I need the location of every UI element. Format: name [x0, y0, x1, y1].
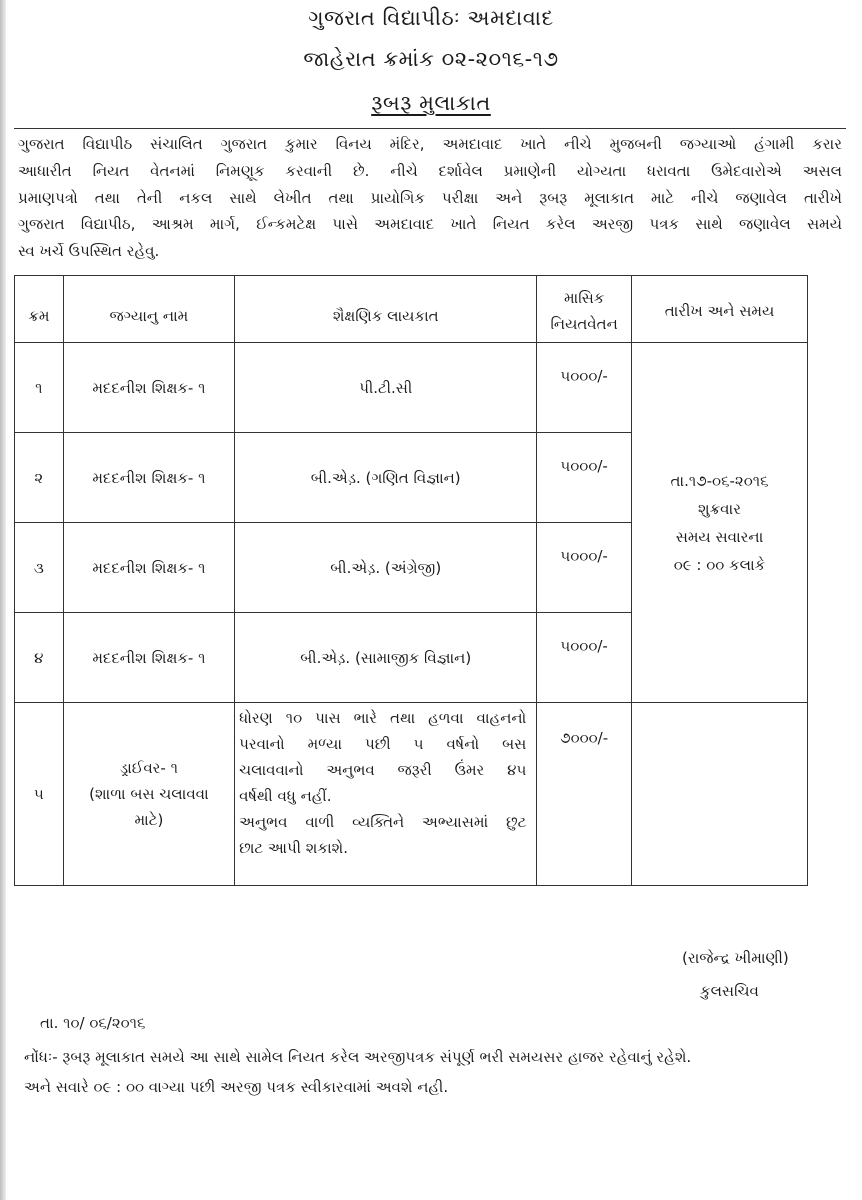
row-qualification: બી.એડ઼. (સામાજીક વિજ્ઞાન) [235, 613, 537, 703]
empty-cell [631, 703, 807, 886]
qualification-line: વર્ષથી વધુ નહીં. [239, 787, 332, 805]
row-salary: ૫૦૦૦/- [537, 433, 632, 523]
row-serial: ૫ [15, 703, 64, 886]
row-salary: ૭૦૦૦/- [537, 703, 632, 886]
signatory-name: (રાજેન્દ્ર ખીમાણી) [682, 949, 789, 967]
row-salary: ૫૦૦૦/- [537, 523, 632, 613]
qualification-line: ધોરણ ૧૦ પાસ ભારે તથા હળવા વાહનનો [239, 709, 527, 727]
qualification-line: અનુભવ વાળી વ્યક્તિને અભ્યાસમાં છુટ [239, 813, 527, 831]
note [24, 1042, 691, 1102]
row-serial: ૪ [15, 613, 64, 703]
row-salary: ૫૦૦૦/- [537, 613, 632, 703]
header-datetime: તારીખ અને સમય [631, 276, 807, 343]
signatory-designation: કુલસચિવ [700, 982, 759, 1000]
row-serial: ૩ [15, 523, 64, 613]
header-post-name: જગ્યાનુ નામ [63, 276, 235, 343]
interview-heading: રૂબરૂ મુલાકાત [371, 91, 491, 115]
schedule-time: ૦૯ : ૦૦ કલાકે [673, 555, 766, 574]
intro-line: આધારીત નિયત વેતનમાં નિમણૂક કરવાની છે. નીચે દર્શાવેલ પ્રમાણેની યોગ્યતા ધરાવતા ઉમેદવારોએ અસલ [18, 161, 842, 180]
row-qualification: બી.એડ઼. (અંગ્રેજી) [235, 523, 537, 613]
advertisement-number: જાહેરાત ક્રમાંક ૦૨-૨૦૧૬-૧૭ [303, 47, 559, 71]
row-post-name: ડ્રાઈવર- ૧ (શાળા બસ ચલાવવા માટે) [63, 703, 235, 886]
interview-schedule [631, 343, 807, 703]
intro-line: પ્રમાણપત્રો તથા તેની નકલ સાથે લેખીત તથા પ્રાયોગિક પરીક્ષા અને રૂબરૂ મૂલાકાત માટે નીચે જણાવેલ તારીખે [18, 188, 842, 207]
row-serial: ૧ [15, 343, 64, 433]
table-row [15, 343, 808, 433]
schedule-time-label: સમય સવારના [675, 527, 764, 546]
intro-line: સ્વ ખર્ચે ઉપસ્થિત રહેવુ. [18, 242, 160, 261]
row-post-name: મદદનીશ શિક્ષક- ૧ [63, 343, 235, 433]
row-qualification: પી.ટી.સી [235, 343, 537, 433]
intro-line: ગુજરાત વિદ્યાપીઠ, આશ્રમ માર્ગ, ઈન્કમટેક્ષ પાસે અમદાવાદ ખાતે નિયત કરેલ અરજી પત્રક સાથે જણાવેલ સમયે [18, 215, 842, 234]
row-qualification [235, 703, 537, 886]
institution-title: ગુજરાત વિદ્યાપીઠઃ અમદાવાદ [308, 6, 554, 30]
row-salary: ૫૦૦૦/- [537, 343, 632, 433]
intro-line: ગુજરાત વિદ્યાપીઠ સંચાલિત ગુજરાત કુમાર વિનય મંદિર, અમદાવાદ ખાતે નીચે મુજબની જગ્યાઓ હંગામી કરાર [18, 135, 842, 153]
header-serial: ક્રમ [15, 276, 64, 343]
note-line: અને સવારે ૦૯ : ૦૦ વાગ્યા પછી અરજી પત્રક સ્વીકારવામાં અવશે નહી. [24, 1078, 449, 1096]
issue-date: તા. ૧૦/ ૦૬/૨૦૧૬ [40, 1014, 146, 1032]
row-post-name: મદદનીશ શિક્ષક- ૧ [63, 523, 235, 613]
schedule-day: શુક્રવાર [698, 499, 741, 518]
note-line: નોંધઃ- રૂબરૂ મૂલાકાત સમયે આ સાથે સામેલ નિયત કરેલ અરજીપત્રક સંપૂર્ણ ભરી સમયસર હાજર રહેવાનું રહેશે. [24, 1048, 692, 1066]
posts-table [14, 275, 808, 886]
table-row-driver [15, 703, 808, 886]
row-serial: ૨ [15, 433, 64, 523]
qualification-line: છાટ આપી શકાશે. [239, 839, 348, 857]
schedule-date: તા.૧૭-૦૬-૨૦૧૬ [670, 471, 769, 490]
intro-paragraph [14, 128, 846, 265]
header-qualification: શૈક્ષણિક લાયકાત [235, 276, 537, 343]
row-qualification: બી.એડ઼. (ગણિત વિજ્ઞાન) [235, 433, 537, 523]
table-header-row [15, 276, 808, 343]
page-edge-shadow [0, 0, 6, 1200]
row-post-name: મદદનીશ શિક્ષક- ૧ [63, 433, 235, 523]
row-post-name: મદદનીશ શિક્ષક- ૧ [63, 613, 235, 703]
header-salary: માસિક નિયતવેતન [537, 276, 632, 343]
qualification-line: પરવાનો મળ્યા પછી ૫ વર્ષનો બસ [239, 735, 527, 753]
qualification-line: ચલાવવાનો અનુભવ જરૂરી ઉંમર ૪૫ [239, 761, 527, 779]
